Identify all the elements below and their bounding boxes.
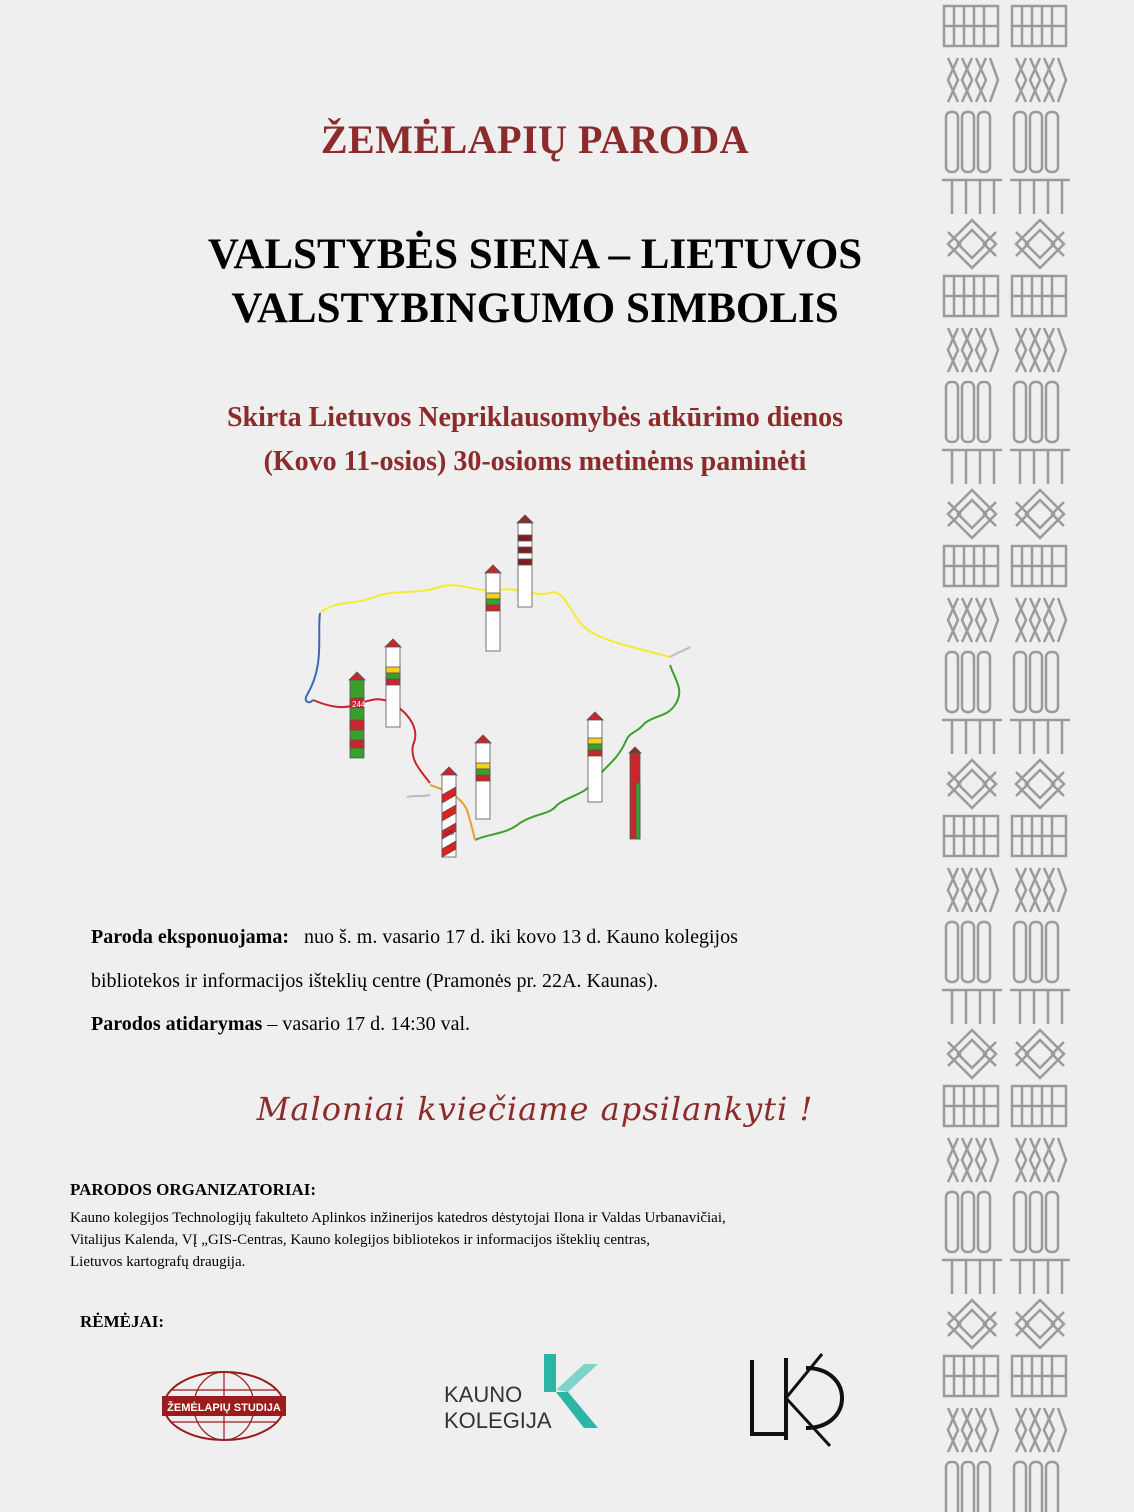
subtitle-line-2: (Kovo 11-osios) 30-osioms metinėms paminėti: [263, 446, 807, 477]
organizers-line-1: Kauno kolegijos Technologijų fakulteto Aplinkos inžinerijos katedros dėstytojai Ilona ir Valdas Urbanavičiai,: [70, 1210, 726, 1226]
welcome-message: Maloniai kviečiame apsilankyti !: [256, 1090, 814, 1128]
coast-curonian: [306, 613, 320, 702]
organizers-line-2: Vitalijus Kalenda, VĮ „GIS-Centras, Kauno kolegijos bibliotekos ir informacijos išteklių centras,: [70, 1232, 650, 1248]
post-number-244: 244: [352, 700, 366, 709]
organizers-line-3: Lietuvos kartografų draugija.: [70, 1254, 246, 1270]
organizers-heading: PARODOS ORGANIZATORIAI:: [70, 1180, 317, 1199]
headline-line-2: VALSTYBINGUMO SIMBOLIS: [231, 285, 839, 332]
border-posts: [349, 515, 641, 857]
zemelapiu-studija-label: ŽEMĖLAPIŲ STUDIJA: [167, 1402, 281, 1414]
border-russia: [313, 699, 430, 783]
subtitle-line-1: Skirta Lietuvos Nepriklausomybės atkūrimo dienos: [226, 402, 844, 433]
lkd-label: LKD: [744, 1348, 747, 1349]
kauno-kolegija-logo: [444, 1350, 604, 1434]
border-belarus: [475, 665, 679, 840]
opening-label: Parodos atidarymas: [91, 1013, 263, 1035]
exhibition-title: ŽEMĖLAPIŲ PARODA: [320, 117, 750, 162]
subtitle: [0, 396, 1070, 484]
sponsors-heading: RĖMĖJAI:: [80, 1312, 165, 1331]
opening-info: [91, 1013, 931, 1036]
lkd-logo: [744, 1348, 854, 1448]
exhibition-location: bibliotekos ir informacijos išteklių centre (Pramonės pr. 22A. Kaunas).: [91, 970, 659, 992]
exhibition-label: Paroda eksponuojama:: [91, 926, 289, 948]
kauno-kolegija-line-1: KAUNO: [444, 1382, 523, 1407]
headline-line-1: VALSTYBĖS SIENA – LIETUVOS: [207, 231, 863, 278]
exhibition-dates: [91, 926, 931, 949]
organizers-text: [70, 1207, 932, 1273]
folk-pattern-border: [938, 0, 1074, 1512]
opening-text: – vasario 17 d. 14:30 val.: [262, 1013, 471, 1035]
headline: [0, 228, 1070, 336]
exhibition-text-1: nuo š. m. vasario 17 d. iki kovo 13 d. Kauno kolegijos: [304, 926, 738, 948]
lithuania-border-map: [295, 505, 715, 865]
zemelapiu-studija-logo: [162, 1370, 286, 1442]
kauno-kolegija-line-2: KOLEGIJA: [444, 1408, 552, 1433]
post-number-105: 105: [444, 831, 455, 837]
